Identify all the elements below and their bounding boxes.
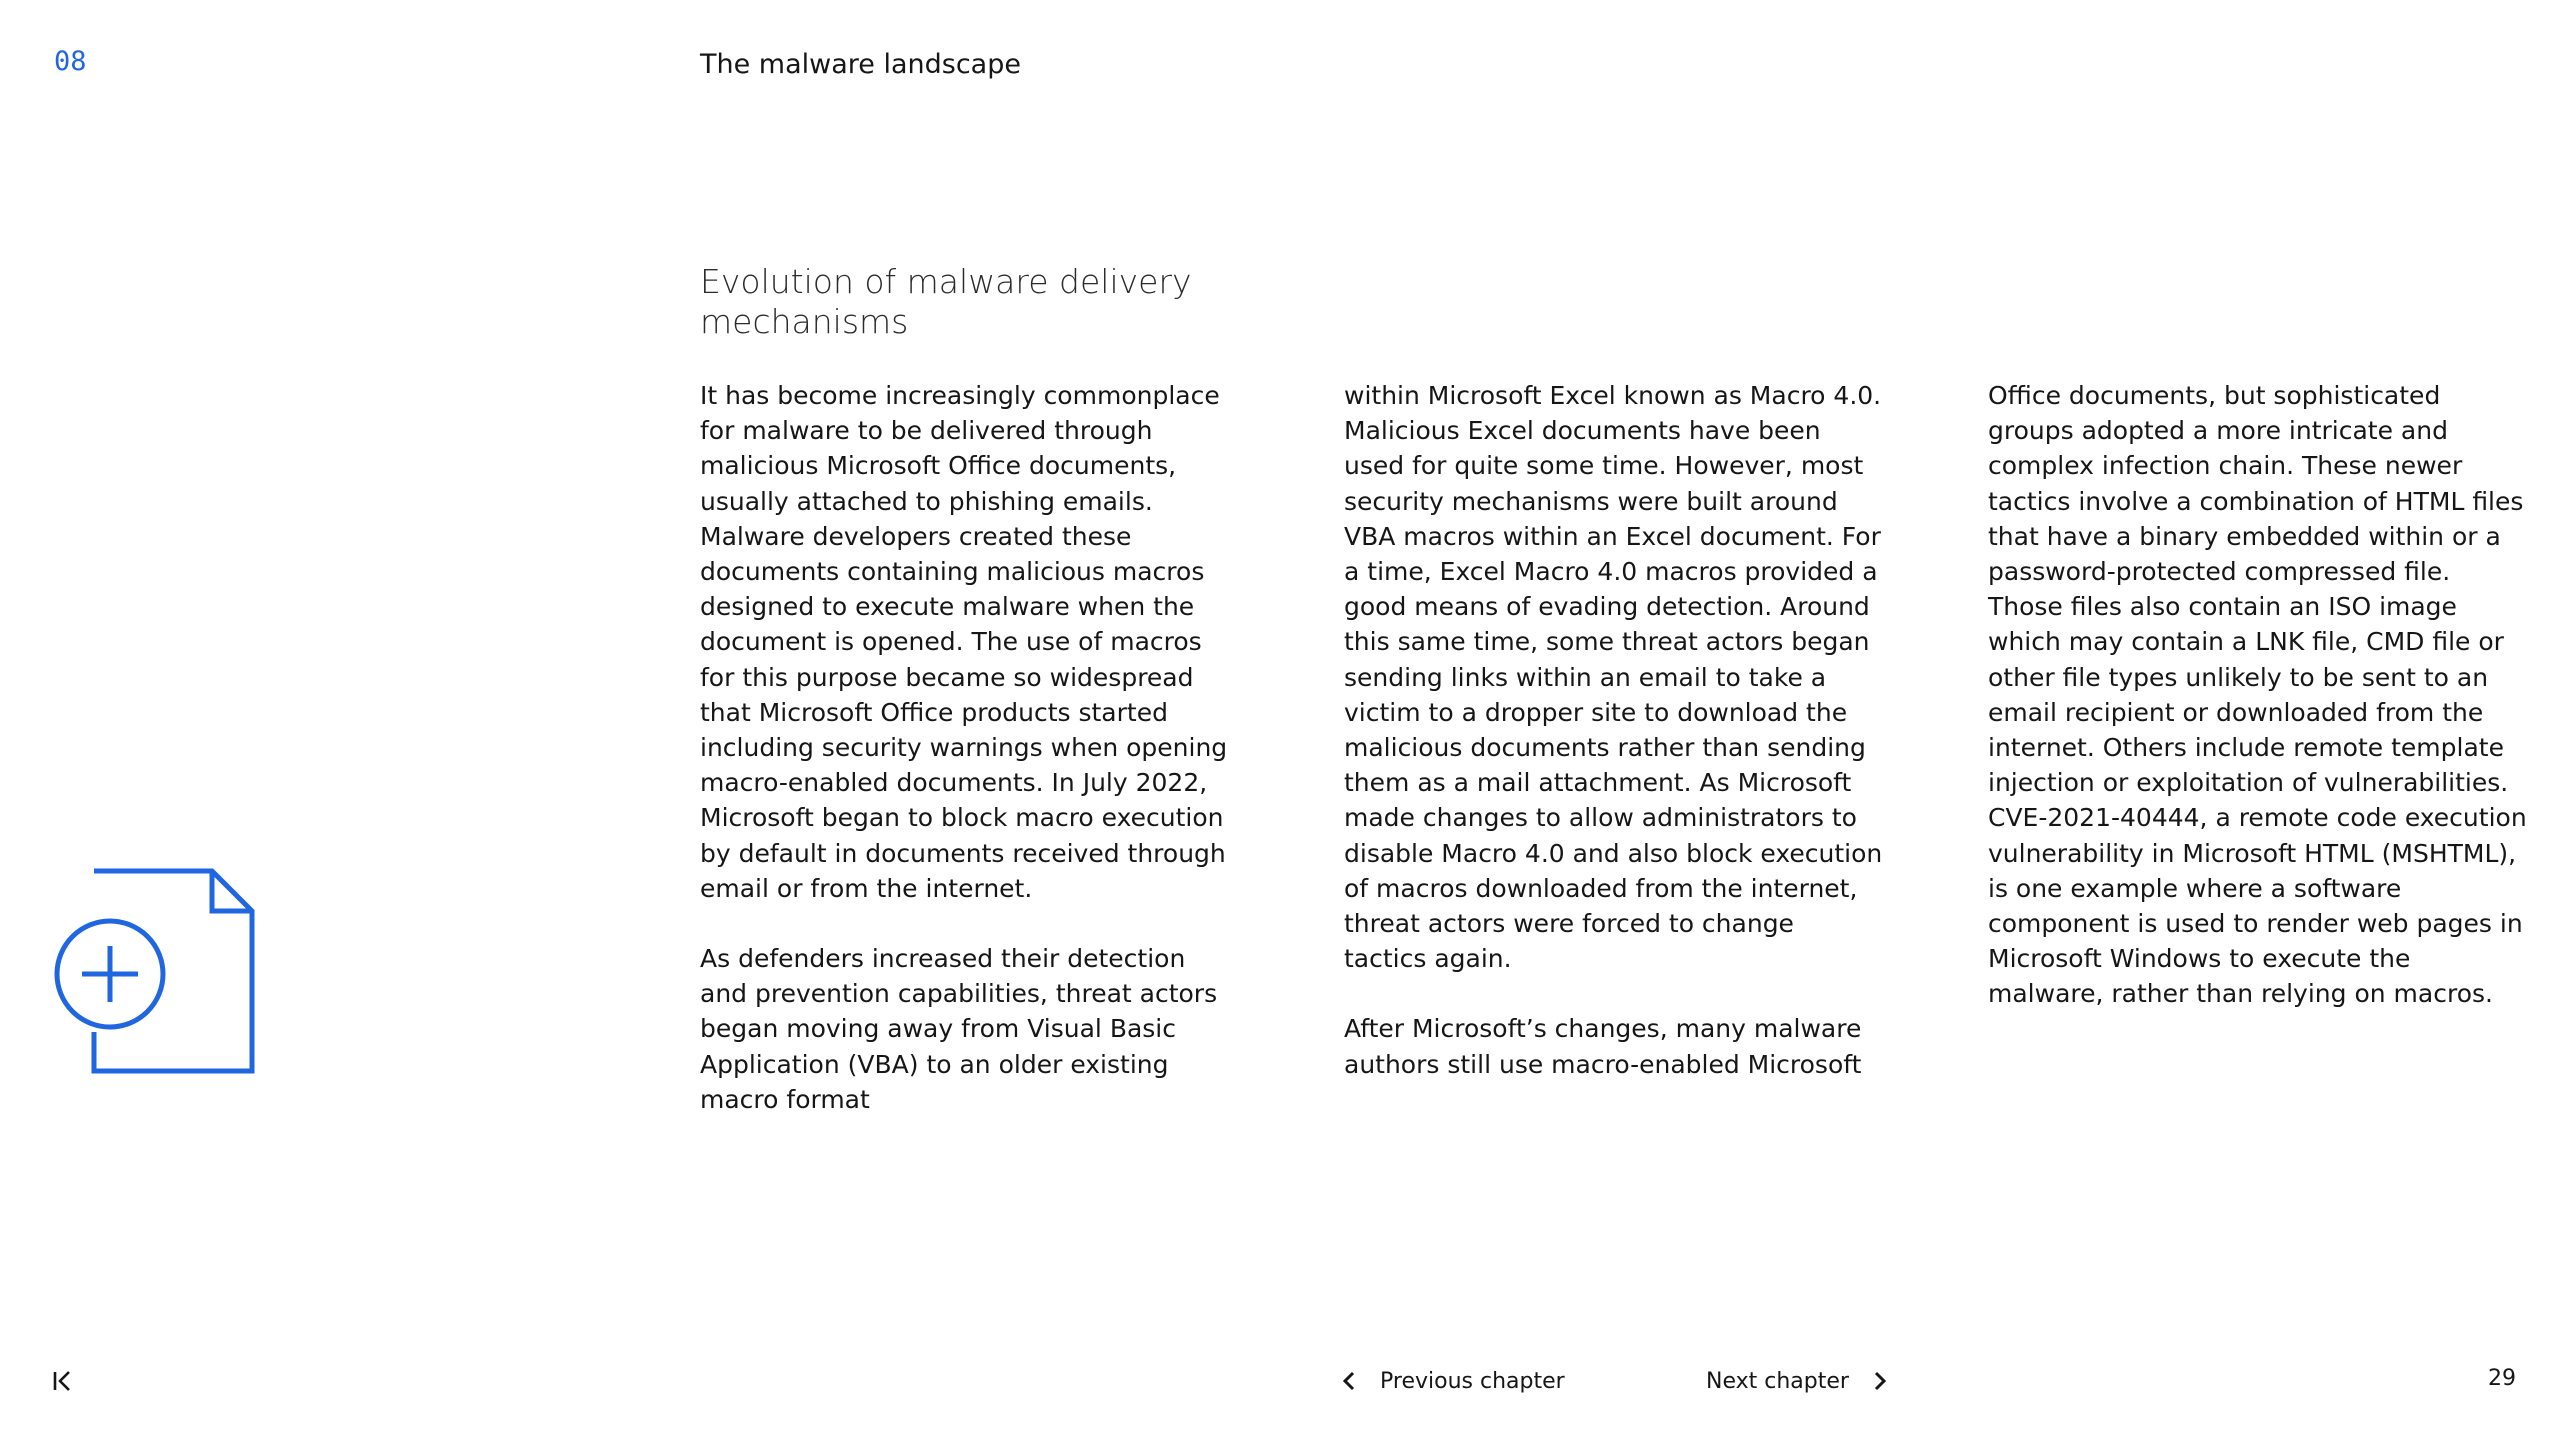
previous-chapter-label: Previous chapter <box>1380 1368 1565 1394</box>
chapter-number: 08 <box>54 46 87 77</box>
paragraph: As defenders increased their detection and prevention capabilities, threat actors began moving away from Visual Basic Application (VBA) to an older existing macro format <box>700 944 1218 1114</box>
text-column-3 <box>1988 378 2528 1047</box>
paragraph: within Microsoft Excel known as Macro 4.0. Malicious Excel documents have been used for quite some time. However, most security mechanisms were built around VBA macros within an Excel document. For a time, Excel Macro 4.0 macros provided a good means of evading detection. Around this same time, some threat actors began sending links within an email to take a victim to a dropper site to download the malicious documents rather than sending them as a mail attachment. As Microsoft made changes to allow administrators to disable Macro 4.0 and also block execution of macros downloaded from the internet, threat actors were forced to change tactics again. <box>1344 381 1883 974</box>
paragraph: After Microsoft’s changes, many malware authors still use macro-enabled Microsoft <box>1344 1014 1862 1079</box>
chevron-right-icon <box>1871 1370 1889 1392</box>
document-add-icon <box>52 868 262 1078</box>
next-chapter-button[interactable] <box>1706 1364 1889 1398</box>
page-number: 29 <box>2488 1366 2516 1391</box>
text-column-1 <box>700 378 1240 1152</box>
text-column-2 <box>1344 378 1884 1117</box>
paragraph: Office documents, but sophisticated groups adopted a more intricate and complex infection chain. These newer tactics involve a combination of HTML files that have a binary embedded within or a password-protected compressed file. Those files also contain an ISO image which may contain a LNK file, CMD file or other file types unlikely to be sent to an email recipient or downloaded from the internet. Others include remote template injection or exploitation of vulnerabilities. CVE-2021-40444, a remote code execution vulnerability in Microsoft HTML (MSHTML), is one example where a software component is used to render web pages in Microsoft Windows to execute the malware, rather than relying on macros. <box>1988 381 2527 1009</box>
section-heading: Evolution of malware delivery mechanisms <box>700 262 1192 341</box>
first-page-icon[interactable] <box>50 1368 76 1394</box>
chapter-title: The malware landscape <box>700 49 1021 80</box>
chevron-left-icon <box>1340 1370 1358 1392</box>
paragraph: It has become increasingly commonplace for malware to be delivered through malicious Microsoft Office documents, usually attached to phishing emails. Malware developers created these documents containing malicious macros designed to execute malware when the document is opened. The use of macros for this purpose became so widespread that Microsoft Office products started including security warnings when opening macro-enabled documents. In July 2022, Microsoft began to block macro execution by default in documents received through email or from the internet. <box>700 381 1228 903</box>
previous-chapter-button[interactable] <box>1340 1364 1565 1398</box>
next-chapter-label: Next chapter <box>1706 1368 1849 1394</box>
